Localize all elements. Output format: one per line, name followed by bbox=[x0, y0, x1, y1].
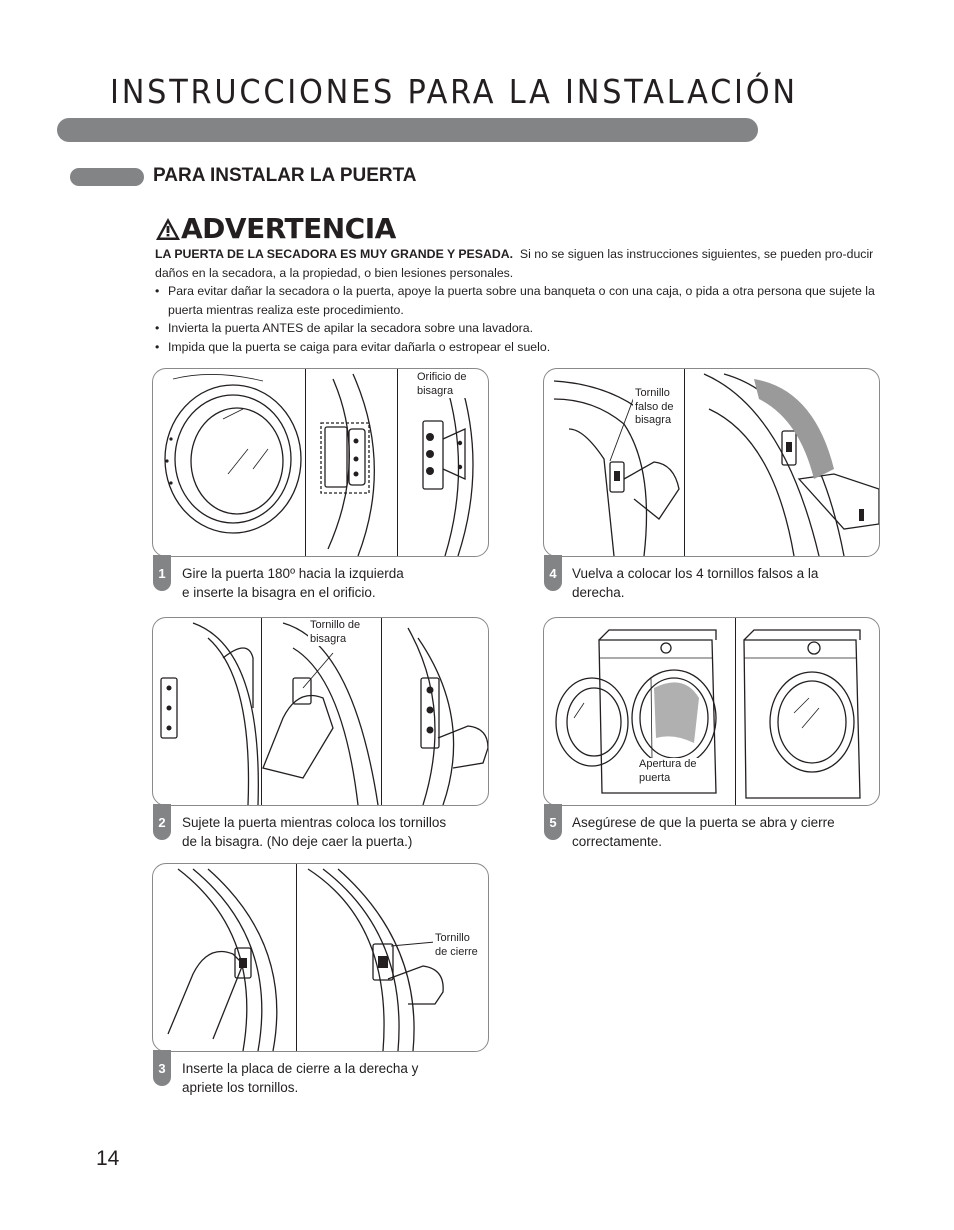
step-2-text: Sujete la puerta mientras coloca los tornillos de la bisagra. (No deje caer la puerta.) bbox=[182, 815, 447, 849]
page-title: INSTRUCCIONES PARA LA INSTALACIÓN bbox=[110, 72, 798, 111]
warning-body bbox=[155, 245, 880, 356]
panel-divider bbox=[296, 864, 297, 1051]
panel-divider bbox=[261, 618, 262, 805]
title-underline-bar bbox=[57, 118, 758, 142]
door-open-close-illustration bbox=[544, 618, 879, 805]
warning-lead bbox=[155, 245, 880, 282]
section-title: PARA INSTALAR LA PUERTA bbox=[153, 165, 417, 186]
step-4-illustration bbox=[543, 368, 880, 557]
step-number-badge: 1 bbox=[153, 555, 171, 591]
section-marker bbox=[70, 168, 144, 186]
warning-triangle-icon bbox=[155, 216, 181, 242]
step-3-text: Inserte la placa de cierre a la derecha y apriete los tornillos. bbox=[182, 1061, 419, 1095]
callout-latch-screw: Tornillo de cierre bbox=[435, 932, 478, 958]
warning-title: ADVERTENCIA bbox=[181, 212, 396, 245]
panel-divider bbox=[381, 618, 382, 805]
page-number: 14 bbox=[96, 1147, 120, 1170]
step-5-text: Asegúrese de que la puerta se abra y cierre correctamente. bbox=[572, 815, 835, 849]
panel-divider bbox=[684, 369, 685, 556]
step-number-badge: 2 bbox=[153, 804, 171, 840]
step-1-text: Gire la puerta 180º hacia la izquierda e inserte la bisagra en el orificio. bbox=[182, 566, 404, 600]
panel-divider bbox=[305, 369, 306, 556]
step-number-badge: 5 bbox=[544, 804, 562, 840]
list-item: • Invierta la puerta ANTES de apilar la secadora sobre una lavadora. bbox=[155, 319, 880, 338]
warning-lead-text: Si no se siguen las instrucciones siguientes, se pueden pro-ducir daños en la secadora, a la propiedad, o bien lesiones personales. bbox=[155, 247, 874, 280]
step-5-illustration bbox=[543, 617, 880, 806]
step-3-illustration bbox=[152, 863, 489, 1052]
panel-divider bbox=[735, 618, 736, 805]
warning-lead-bold: LA PUERTA DE LA SECADORA ES MUY GRANDE Y PESADA. bbox=[155, 247, 514, 261]
panel-divider bbox=[397, 369, 398, 556]
callout-door-opening: Apertura de puerta bbox=[639, 758, 697, 784]
step-1-illustration bbox=[152, 368, 489, 557]
list-item: • Para evitar dañar la secadora o la puerta, apoye la puerta sobre una banqueta o con una caja, o pida a otra persona que sujete la puerta mientras realiza este procedimiento. bbox=[155, 282, 880, 319]
callout-hinge-screw: Tornillo de bisagra bbox=[310, 619, 361, 645]
step-2-illustration bbox=[152, 617, 489, 806]
list-item: • Impida que la puerta se caiga para evitar dañarla o estropear el suelo. bbox=[155, 338, 880, 357]
warning-bullet-list bbox=[155, 282, 880, 356]
warning-heading bbox=[155, 214, 396, 244]
step-4-text: Vuelva a colocar los 4 tornillos falsos a la derecha. bbox=[572, 566, 819, 600]
step-number-badge: 3 bbox=[153, 1050, 171, 1086]
hinge-screw-illustration bbox=[153, 618, 488, 805]
callout-hinge-hole: Orificio de bisagra bbox=[417, 371, 467, 397]
dummy-screw-illustration bbox=[544, 369, 879, 556]
callout-dummy-screw: Tornillo falso de bisagra bbox=[635, 387, 674, 426]
step-number-badge: 4 bbox=[544, 555, 562, 591]
